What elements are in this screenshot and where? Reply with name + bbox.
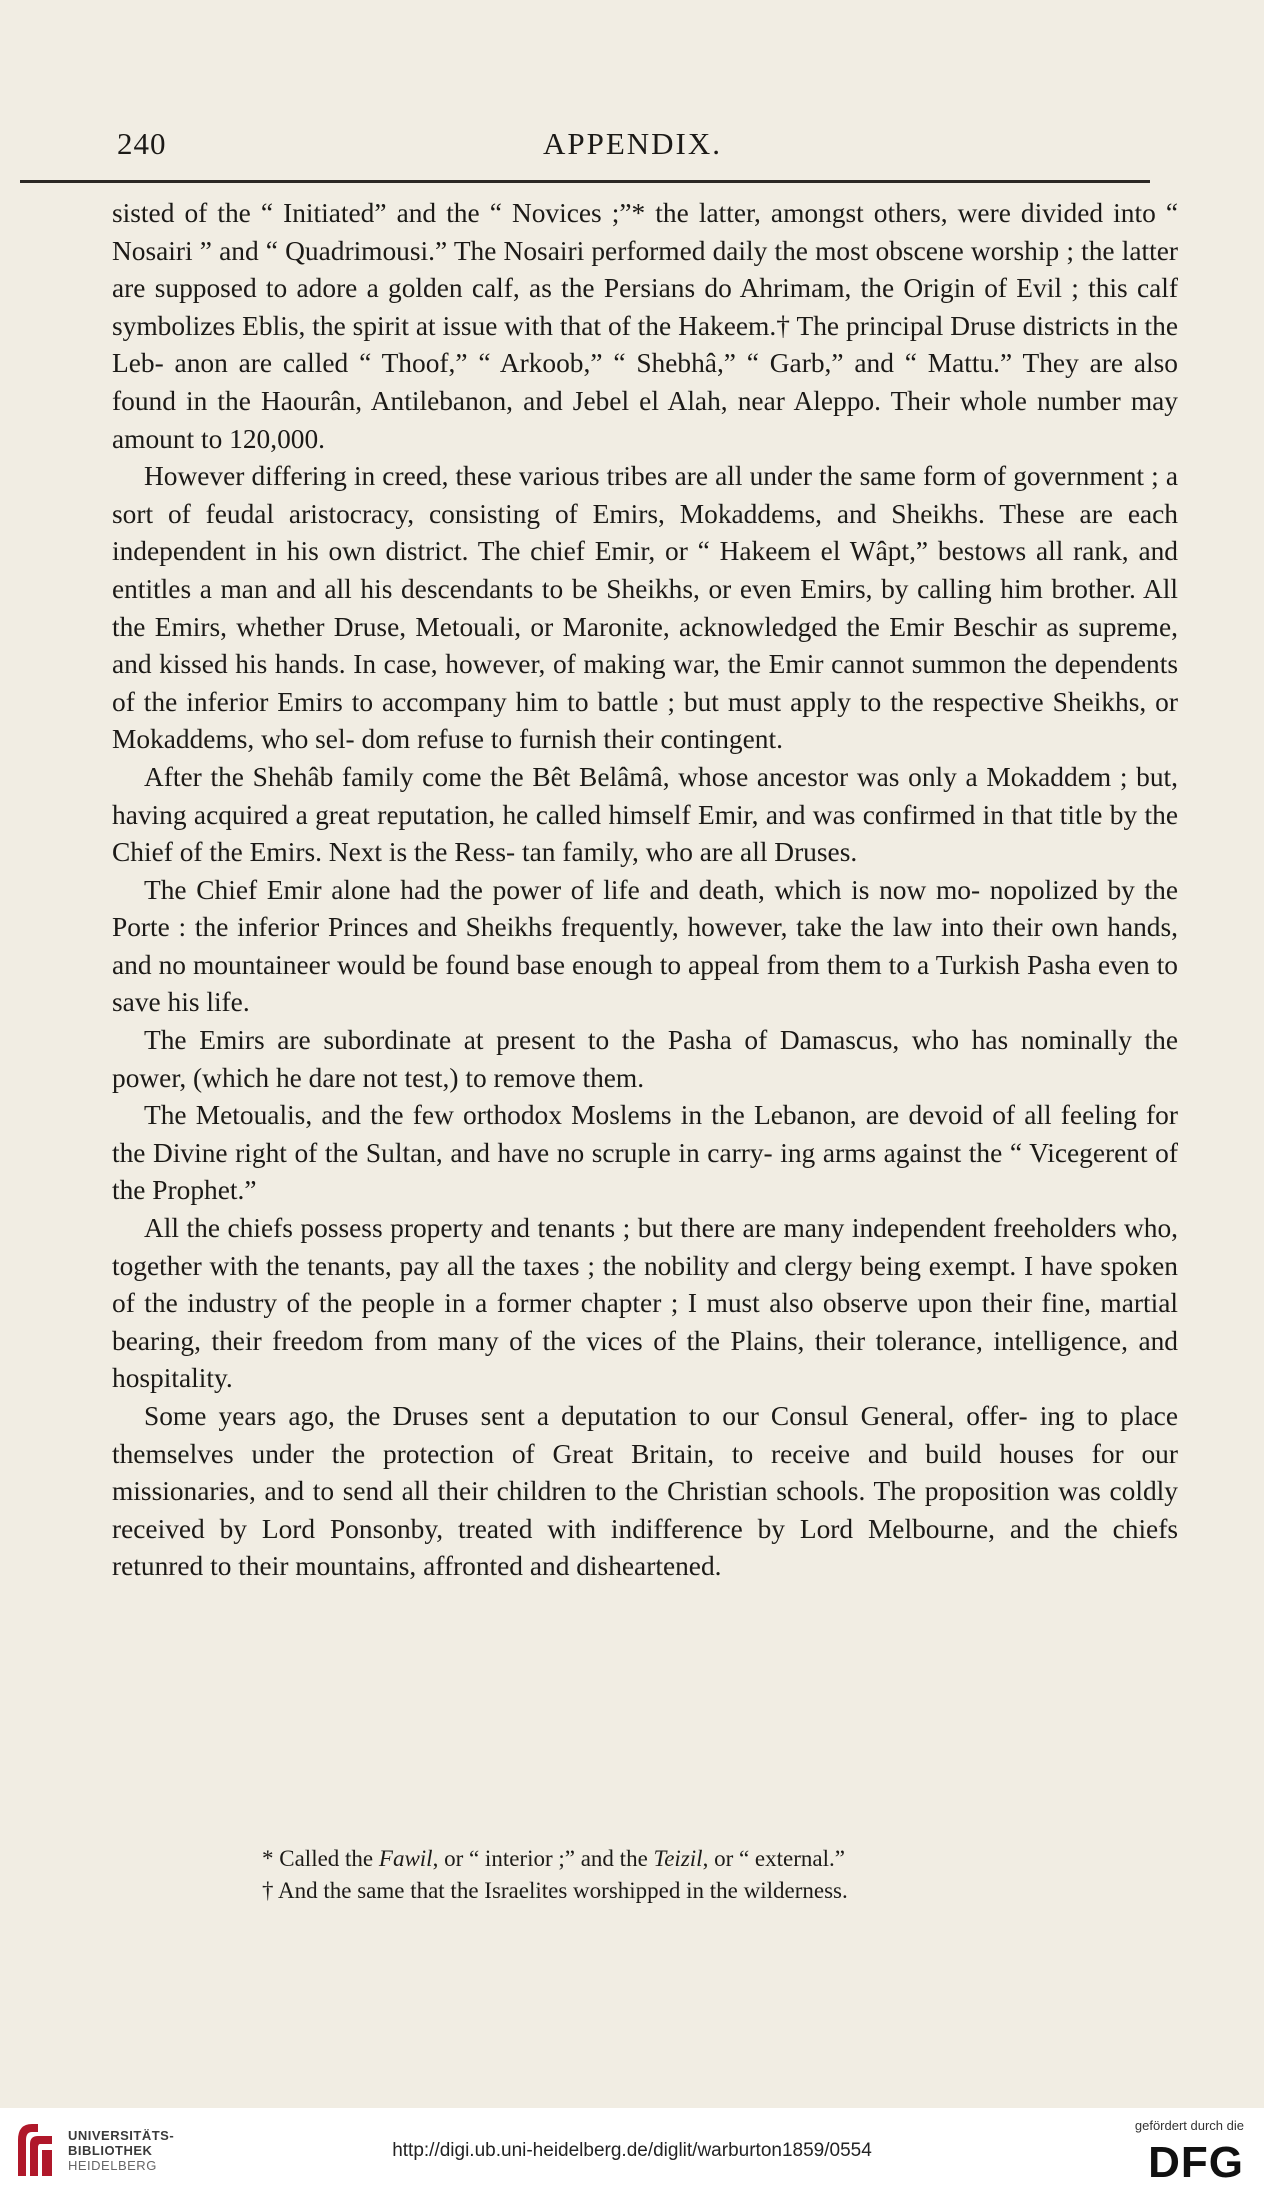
footnote-term: Teizil (653, 1846, 703, 1871)
paragraph: sisted of the “ Initiated” and the “ Novices ;”* the latter, amongst others, were divided into “ Nosairi ” and “ Quadrimousi.” The Nosairi performed daily the most obscene worship ; the latter are supposed to adore a golden calf, as the Persians do Ahrimam, the Origin of Evil ; this calf symbolizes Eblis, the spirit at issue with that of the Hakeem.† The principal Druse districts in the Leb- anon are called “ Thoof,” “ Arkoob,” “ Shebhâ,” “ Garb,” and “ Mattu.” They are also found in the Haourân, Antilebanon, and Jebel el Alah, near Aleppo. Their whole number may amount to 120,000. (112, 198, 1178, 454)
footnote-text: * Called the (262, 1846, 379, 1871)
header-rule (20, 180, 1150, 183)
page-header (105, 122, 1160, 168)
paragraph: Some years ago, the Druses sent a deputation to our Consul General, offer- ing to place themselves under the protection of Great Britain, to receive and build houses for our missionaries, and to send all their children to the Christian schools. The proposition was coldly received by Lord Ponsonby, treated with indifference by Lord Melbourne, and the chiefs retunred to their mountains, affronted and disheartened. (112, 1401, 1178, 1582)
library-name-line: UNIVERSITÄTS- (68, 2128, 175, 2143)
footnote-text: , or “ external.” (702, 1846, 845, 1871)
paragraph: All the chiefs possess property and tenants ; but there are many independent freeholders who, together with the tenants, pay all the taxes ; the nobility and clergy being exempt. I have spoken of the industry of the people in a former chapter ; I must also observe upon their fine, martial bearing, their freedom from many of the vices of the Plains, their tolerance, intelligence, and hospitality. (112, 1213, 1178, 1394)
footnote (112, 1843, 1178, 1875)
footnote-text: , or “ interior ;” and the (432, 1846, 654, 1871)
page-number: 240 (117, 126, 167, 161)
paragraph: After the Shehâb family come the Bêt Belâmâ, whose ancestor was only a Mokaddem ; but, having acquired a great reputation, he called himself Emir, and was confirmed in that title by the Chief of the Emirs. Next is the Ress- tan family, who are all Druses. (112, 761, 1178, 868)
viewer-footer (0, 2108, 1264, 2200)
footnotes (112, 1843, 1178, 1907)
paragraph: The Chief Emir alone had the power of life and death, which is now mo- nopolized by the Porte : the inferior Princes and Sheikhs frequently, however, take the law into their own hands, and no mountaineer would be found base enough to appeal from them to a Turkish Pasha even to save his life. (112, 874, 1178, 1018)
library-name-line: HEIDELBERG (68, 2158, 157, 2173)
paragraph: The Metoualis, and the few orthodox Moslems in the Lebanon, are devoid of all feeling for the Divine right of the Sultan, and have no scruple in carry- ing arms against the “ Vicegerent of the Prophet.” (112, 1100, 1178, 1206)
permalink[interactable]: http://digi.ub.uni-heidelberg.de/diglit/warburton1859/0554 (392, 2140, 872, 2161)
running-head: APPENDIX. (542, 126, 723, 161)
paragraph: However differing in creed, these various tribes are all under the same form of government ; a sort of feudal aristocracy, consisting of Emirs, Mokaddems, and Sheikhs. These are each independent in his own district. The chief Emir, or “ Hakeem el Wâpt,” bestows all rank, and entitles a man and all his descendants to be Sheikhs, or even Emirs, by calling him brother. All the Emirs, whether Druse, Metouali, or Maronite, acknowledged the Emir Beschir as supreme, and kissed his hands. In case, however, of making war, the Emir cannot summon the dependents of the inferior Emirs to accompany him to battle ; but must apply to the respective Sheikhs, or Mokaddems, who sel- dom refuse to furnish their contingent. (112, 461, 1178, 755)
paragraph: The Emirs are subordinate at present to the Pasha of Damascus, who has nominally the power, (which he dare not test,) to remove them. (112, 1025, 1178, 1093)
footnote-term: Fawil (378, 1846, 433, 1871)
library-name-line: BIBLIOTHEK (68, 2143, 153, 2158)
body-text (112, 195, 1178, 1586)
funded-by-label: gefördert durch die (1134, 2118, 1244, 2133)
footnote: † And the same that the Israelites worshipped in the wilderness. (262, 1878, 848, 1903)
dfg-logo: DFG (1148, 2138, 1244, 2187)
